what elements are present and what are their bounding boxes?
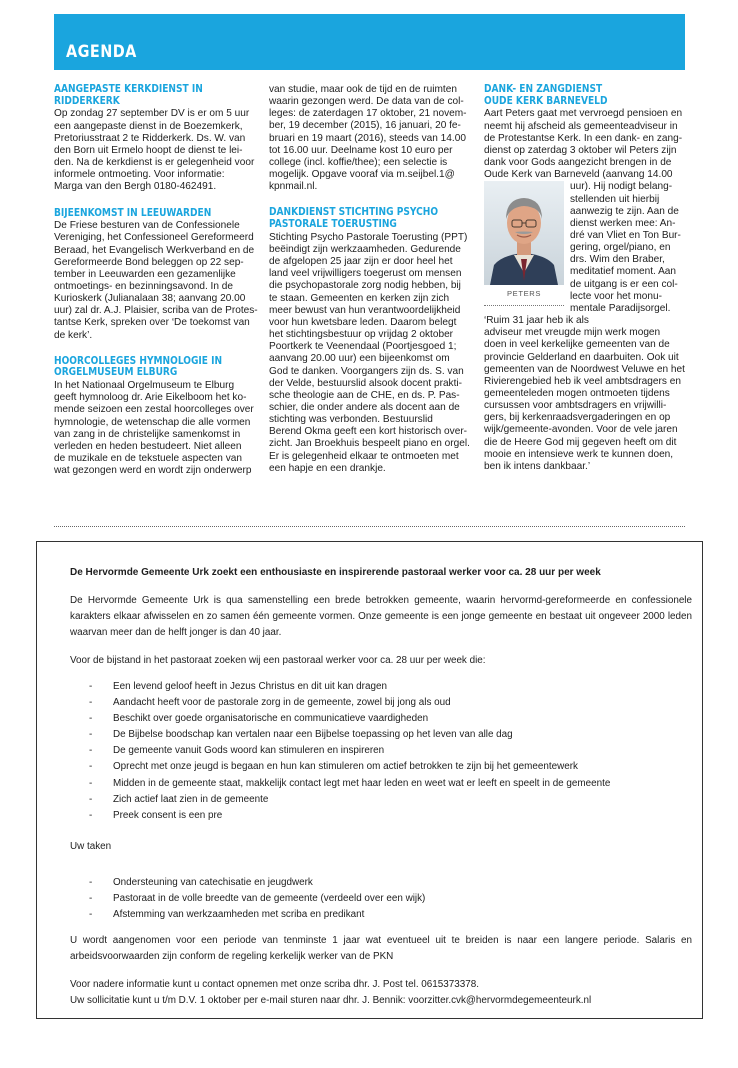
portrait-figure: [484, 181, 564, 305]
article-title-barneveld: DANK- EN ZANGDIENST OUDE KERK BARNEVELD: [484, 83, 608, 107]
article-body-hymnologie: In het Nationaal Orgelmuseum te Elburg geeft hymnoloog dr. Arie Eikelboom het ko- mende seizoen een zestal hoorcolleges over hymnologie, de wetenschap die alle vormen van zang in de christelijke samenkomst in verleden en heden bestudeert. Niet alleen de muzikale en de tekstuele aspecten van wat gezongen werd en wordt zijn onderwerp: [54, 380, 254, 477]
ad-contact-info: Voor nadere informatie kunt u contact opnemen met onze scriba dhr. J. Post tel. 0615373378.: [70, 979, 479, 990]
requirement-item: - Preek consent is een pre: [70, 808, 692, 824]
article-title-hymnologie: HOORCOLLEGES HYMNOLOGIE IN ORGELMUSEUM ELBURG: [54, 354, 223, 379]
article-body-barneveld-rest: adviseur met vreugde mijn werk mogen doen in veel kerkelijke gemeenten van de provincie Gelderland en daarbuiten. Ook uit gemeenten van de Noordwest Veluwe en het Rivierengebied heb ik veel ambtsdragers en gemeenteleden mogen ontmoeten tijdens cursussen voor ambtsdragers en vrijwilli- gers, bij kerkenraadsvergaderingen en op wijk/gemeente-avonden. Voor de vele jaren die de Heere God mij gegeven heeft om dit mooie en intensieve werk te kunnen doen, ben ik intens dankbaar.’: [484, 327, 685, 472]
article-title-leeuwarden: BIJEENKOMST IN LEEUWARDEN: [54, 206, 212, 219]
photo-caption: PETERS: [484, 288, 564, 305]
column-3: [484, 84, 685, 473]
article-body-leeuwarden: De Friese besturen van de Confessionele Vereniging, het Confessioneel Gereformeerd Beraad, het Evangelisch Werkverband en de Gereformeerde Bond beleggen op 22 sep- tember in Leeuwarden een gezamenlijke ontmoetings- en bezinningsavond. In de Kurioskerk (Julianalaan 38; aanvang 20.00 uur) zal dr. A.J. Plaisier, scriba van de Protes- tantse Kerk, spreken over ‘De toekomst van de kerk’.: [54, 220, 258, 341]
article-title-ppt: DANKDIENST STICHTING PSYCHO PASTORALE TOERUSTING: [269, 206, 439, 231]
column-2: [269, 84, 472, 475]
ad-tasks-list: [70, 875, 692, 923]
article-body-ppt: Stichting Psycho Pastorale Toerusting (PPT) beëindigt zijn werkzaamheden. Gedurende de afgelopen 25 jaar zijn er door heel het land veel vrijwilligers toegerust om mensen die psychopastorale zorg nodig hebben, bij te staan. Gemeenten en kerken zijn zich meer bewust van hun verantwoordelijkheid voor hun kwetsbare leden. Daarom belegt het stichtingsbestuur op vrijdag 2 oktober Poortkerk te Veenendaal (Poortjesgoed 1; aanvang 20.00 uur) een bijeenkomst om God te danken. Voorgangers zijn ds. S. van der Velde, bestuurslid alsook docent prakti- sche theologie aan de CHE, en ds. P. Pas- schier, die onder andere als docent aan de stichting was verbonden. Bestuurslid Berend Okma geeft een kort historisch over- zicht. Jan Broekhuis bespeelt piano en orgel. Er is gelegenheid elkaar te ontmoeten met een hapje en een drankje.: [269, 231, 470, 474]
requirement-item: - De Bijbelse boodschap kan vertalen naar een Bijbelse toepassing op het leven van alle dag: [70, 727, 692, 743]
section-divider: [54, 526, 685, 527]
task-item: - Pastoraat in de volle breedte van de gemeente (verdeeld over een wijk): [70, 891, 692, 907]
ad-title: De Hervormde Gemeente Urk zoekt een enthousiaste en inspirerende pastoraal werker voor ca. 28 uur per week: [70, 567, 601, 578]
column-1: [54, 84, 259, 477]
requirement-item: - Een levend geloof heeft in Jezus Christus en dit uit kan dragen: [70, 679, 692, 695]
agenda-header-bar: [54, 14, 685, 70]
ad-intro: De Hervormde Gemeente Urk is qua samenstelling een brede betrokken gemeente, waarin hervormd-gereformeerde en confessionele karakters elkaar afwisselen en zo samen één gemeente vormen. Onze gemeente is een jonge gemeente en bestaat uit ongeveer 2000 leden waarvan meer dan de helft jonger is dan 40 jaar.: [70, 595, 692, 638]
requirement-item: - De gemeente vanuit Gods woord kan stimuleren en inspireren: [70, 743, 692, 759]
article-body-barneveld-wrap: uur). Hij nodigt belang- stellenden uit hierbij aanwezig te zijn. Aan de dienst werken mee: An- dré van Vliet en Ton Bur- gering, orgel/piano, en drs. Wim den Braber, meditatief moment. Aan de uitgang is er een col- lecte voor het monu- mentale Paradijsorgel. ‘Ruim 31 jaar heb ik als: [484, 181, 681, 327]
article-body-hymnologie-continued: van studie, maar ook de tijd en de ruimten waarin gezongen werd. De data van de col- leges: de zaterdagen 17 oktober, 21 novem- ber, 19 december (2015), 16 januari, 20 fe- bruari en 19 maart (2016), steeds van 14.00 tot 16.00 uur. Deelname kost 10 euro per college (incl. koffie/thee); een selectie is mogelijk. Opgave vooraf via m.seijbel.1@ kpnmail.nl.: [269, 84, 467, 193]
ad-application-info: Uw sollicitatie kunt u t/m D.V. 1 oktober per e-mail sturen naar dhr. J. Bennik: voorzitter.cvk@hervormdegemeenteurk.nl: [70, 995, 592, 1006]
ad-conditions: U wordt aangenomen voor een periode van tenminste 1 jaar wat eventueel uit te breiden is naar een langere periode. Salaris en arbeidsvoorwaarden zijn conform de regeling kerkelijk werker van de PKN: [70, 935, 692, 962]
requirement-item: - Beschikt over goede organisatorische en communicatieve vaardigheden: [70, 711, 692, 727]
ad-lead: Voor de bijstand in het pastoraat zoeken wij een pastoraal werker voor ca. 28 uur per week die:: [70, 655, 486, 666]
article-body-ridderkerk: Op zondag 27 september DV is er om 5 uur een aangepaste dienst in de Boezemkerk, Pretoriusstraat 2 te Ridderkerk. Ds. W. van den Born uit Ermelo hoopt de dienst te lei- den. Na de kerkdienst is er gelegenheid voor informele ontmoeting. Voor informatie: Marga van den Bergh 0180-462491.: [54, 108, 255, 193]
requirement-item: - Aandacht heeft voor de pastorale zorg in de gemeente, zowel bij jong als oud: [70, 695, 692, 711]
portrait-photo: [484, 181, 564, 285]
requirement-item: - Zich actief laat zien in de gemeente: [70, 792, 692, 808]
article-title-ridderkerk: AANGEPASTE KERKDIENST IN RIDDERKERK: [54, 83, 203, 107]
task-item: - Ondersteuning van catechisatie en jeugdwerk: [70, 875, 692, 891]
task-item: - Afstemming van werkzaamheden met scriba en predikant: [70, 907, 692, 923]
ad-tasks-label: Uw taken: [70, 841, 112, 852]
ad-contact: [70, 977, 692, 1009]
photo-wrap-area: [484, 181, 685, 327]
job-advertisement: [36, 541, 703, 1019]
requirement-item: - Midden in de gemeente staat, makkelijk contact legt met haar leden en weet wat er leeft en speelt in de gemeente: [70, 776, 692, 792]
article-body-barneveld-top: Aart Peters gaat met vervroegd pensioen en neemt hij afscheid als gemeenteadviseur in de Protestantse Kerk. In een dank- en zang- dienst op zaterdag 3 oktober wil Peters zijn dank voor Gods aangezicht brengen in de Oude Kerk van Barneveld (aanvang 14.00: [484, 108, 683, 181]
requirement-item: - Oprecht met onze jeugd is begaan en hun kan stimuleren om actief betrokken te zijn bij het gemeentewerk: [70, 759, 692, 775]
agenda-title: AGENDA: [66, 42, 137, 62]
ad-requirements-list: [70, 679, 692, 824]
